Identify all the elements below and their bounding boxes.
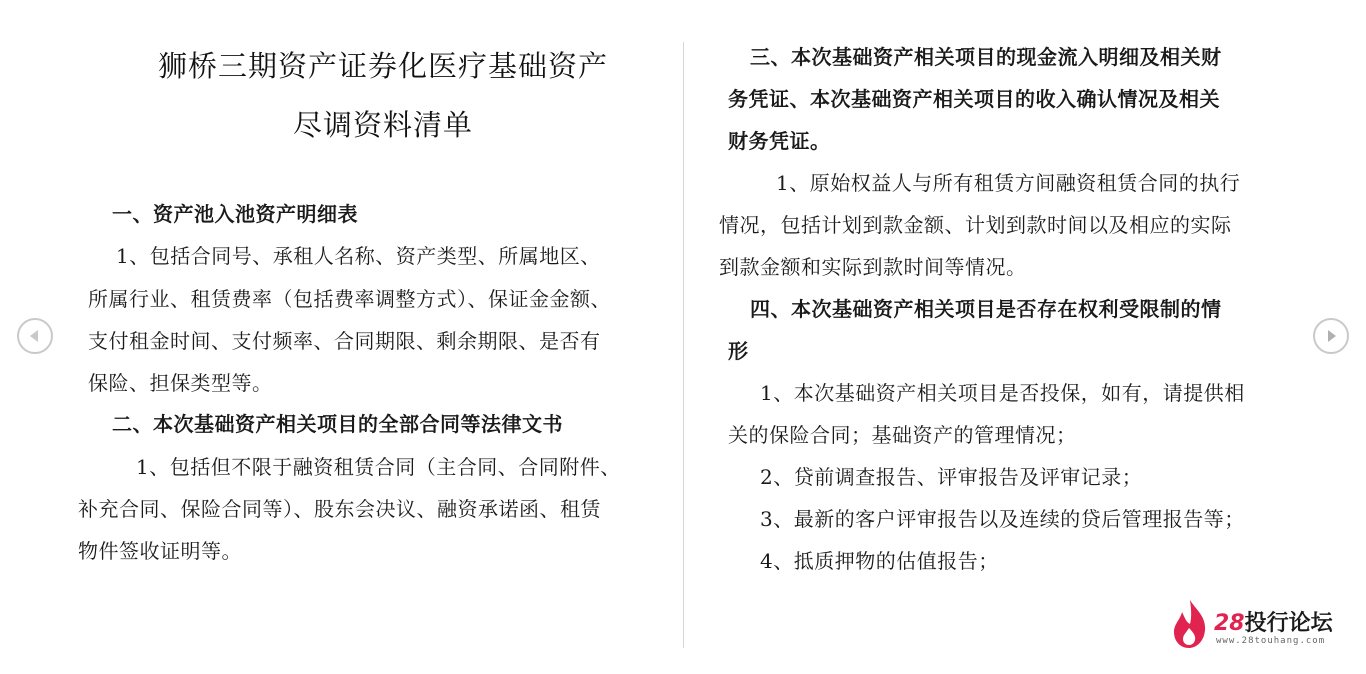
- paragraph-line: 情况，包括计划到款金额、计划到款时间以及相应的实际: [719, 213, 1232, 237]
- document-title-line-2: 尽调资料清单: [292, 108, 473, 142]
- section-heading-1: 一、资产池入池资产明细表: [112, 202, 358, 226]
- paragraph-line: 3、最新的客户评审报告以及连续的贷后管理报告等；: [760, 507, 1245, 531]
- paragraph-line: 所属行业、租赁费率（包括费率调整方式）、保证金金额、: [88, 287, 611, 311]
- section-heading-4-cont: 形: [728, 339, 749, 363]
- paragraph-line: 到款金额和实际到款时间等情况。: [719, 255, 1027, 279]
- previous-page-button[interactable]: [17, 318, 53, 354]
- paragraph-line: 保险、担保类型等。: [88, 371, 273, 395]
- paragraph-line: 4、抵质押物的估值报告；: [760, 549, 999, 573]
- section-heading-2: 二、本次基础资产相关项目的全部合同等法律文书: [112, 412, 563, 436]
- paragraph-line: 关的保险合同；基础资产的管理情况；: [728, 423, 1077, 447]
- watermark-brand: [1214, 606, 1333, 637]
- paragraph-line: 1、本次基础资产相关项目是否投保，如有，请提供相: [760, 381, 1245, 405]
- watermark-number: 28: [1214, 611, 1245, 636]
- left-page: [70, 0, 682, 674]
- section-heading-3-cont: 财务凭证。: [728, 129, 831, 153]
- page-divider: [683, 42, 684, 648]
- section-heading-3: 三、本次基础资产相关项目的现金流入明细及相关财: [750, 45, 1222, 69]
- paragraph-line: 物件签收证明等。: [78, 539, 242, 563]
- right-page: [686, 0, 1298, 674]
- paragraph-line: 1、包括但不限于融资租赁合同（主合同、合同附件、: [136, 455, 621, 479]
- chevron-right-icon: [1315, 320, 1347, 352]
- paragraph-line: 支付租金时间、支付频率、合同期限、剩余期限、是否有: [88, 329, 601, 353]
- section-heading-3-cont: 务凭证、本次基础资产相关项目的收入确认情况及相关: [728, 87, 1220, 111]
- watermark-logo: [1170, 598, 1350, 652]
- paragraph-line: 2、贷前调查报告、评审报告及评审记录；: [760, 465, 1143, 489]
- chevron-left-icon: [19, 320, 51, 352]
- watermark-name: 投行论坛: [1244, 611, 1333, 636]
- flame-icon: [1170, 598, 1210, 650]
- document-title-line-1: 狮桥三期资产证券化医疗基础资产: [157, 49, 608, 83]
- paragraph-line: 1、原始权益人与所有租赁方间融资租赁合同的执行: [776, 171, 1241, 195]
- paragraph-line: 补充合同、保险合同等）、股东会决议、融资承诺函、租赁: [78, 497, 601, 521]
- watermark-url: www.28touhang.com: [1216, 636, 1326, 646]
- section-heading-4: 四、本次基础资产相关项目是否存在权利受限制的情: [750, 297, 1222, 321]
- paragraph-line: 1、包括合同号、承租人名称、资产类型、所属地区、: [116, 244, 601, 268]
- next-page-button[interactable]: [1313, 318, 1349, 354]
